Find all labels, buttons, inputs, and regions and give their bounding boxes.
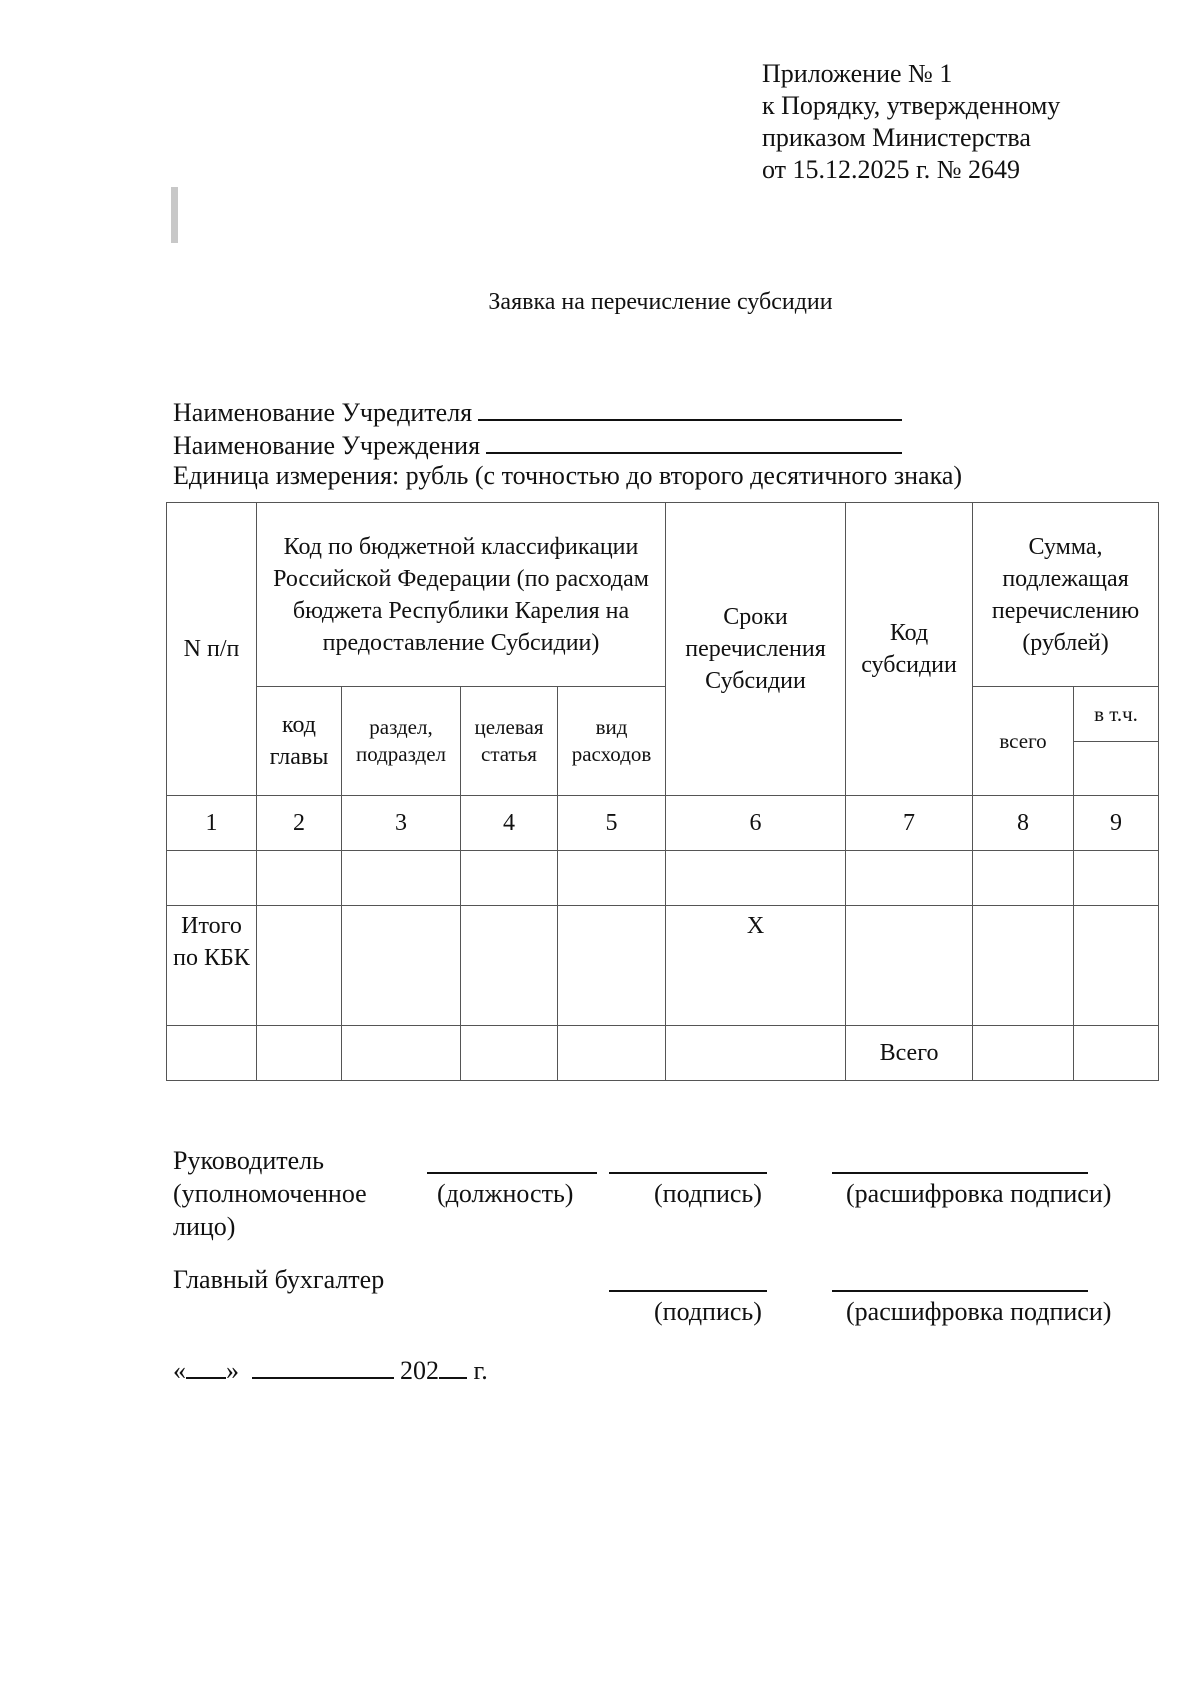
header-num: N п/п: [167, 503, 257, 796]
date-year-blank[interactable]: [439, 1353, 467, 1379]
kbk-total-cell[interactable]: [558, 906, 666, 1026]
kbk-total-cell[interactable]: [1074, 906, 1159, 1026]
header-target-item: целевая статья: [461, 687, 558, 796]
kbk-total-cell[interactable]: [461, 906, 558, 1026]
head-label-line-1: Руководитель: [173, 1146, 324, 1175]
grand-total-cell: [257, 1026, 342, 1081]
kbk-total-cell[interactable]: [846, 906, 973, 1026]
col-num-1: 1: [167, 796, 257, 851]
header-expense-type: вид расходов: [558, 687, 666, 796]
head-label-line-2: (уполномоченное: [173, 1179, 367, 1208]
accountant-signature-caption: (подпись): [654, 1297, 762, 1326]
data-cell[interactable]: [167, 851, 257, 906]
data-cell[interactable]: [973, 851, 1074, 906]
date-line: [173, 1353, 488, 1386]
including-blank-cell: [1074, 742, 1159, 796]
kbk-total-row: [167, 906, 1159, 1026]
header-total: всего: [973, 687, 1074, 796]
date-day-blank[interactable]: [186, 1353, 226, 1379]
header-amount: Сумма, подлежащая перечислению (рублей): [973, 503, 1159, 687]
head-decoding-line[interactable]: [832, 1172, 1088, 1174]
head-signature-caption: (подпись): [654, 1179, 762, 1208]
appendix-line-3: приказом Министерства: [762, 123, 1031, 152]
col-num-9: 9: [1074, 796, 1159, 851]
grand-total-cell: [666, 1026, 846, 1081]
grand-total-cell: [167, 1026, 257, 1081]
chief-accountant-label: Главный бухгалтер: [173, 1265, 385, 1294]
revision-marker: [171, 187, 178, 243]
founder-label: Наименование Учредителя: [173, 398, 473, 427]
data-cell[interactable]: [666, 851, 846, 906]
date-year-suffix: г.: [473, 1356, 488, 1385]
appendix-line-4: от 15.12.2025 г. № 2649: [762, 155, 1021, 184]
accountant-decoding-line[interactable]: [832, 1290, 1088, 1292]
grand-total-row: [167, 1026, 1159, 1081]
head-decoding-caption: (расшифровка подписи): [846, 1179, 1112, 1208]
grand-total-label: Всего: [846, 1026, 973, 1081]
institution-input-line[interactable]: [486, 428, 902, 454]
grand-total-cell: [342, 1026, 461, 1081]
col-num-7: 7: [846, 796, 973, 851]
column-number-row: [167, 796, 1159, 851]
date-year-prefix: 202: [400, 1356, 439, 1385]
data-cell[interactable]: [461, 851, 558, 906]
header-kbk: Код по бюджетной классификации Российской Федерации (по расходам бюджета Республики Карелия на предоставление Субсидии): [257, 503, 666, 687]
institution-field: [173, 428, 902, 461]
accountant-signature-line[interactable]: [609, 1290, 767, 1292]
header-including: в т.ч.: [1074, 687, 1159, 742]
grand-total-including[interactable]: [1074, 1026, 1159, 1081]
kbk-total-label: Итого по КБК: [167, 906, 257, 1026]
col-num-2: 2: [257, 796, 342, 851]
unit-of-measure: Единица измерения: рубль (с точностью до второго десятичного знака): [173, 461, 963, 490]
header-subsidy-code: Код субсидии: [846, 503, 973, 796]
grand-total-cell: [461, 1026, 558, 1081]
data-row: [167, 851, 1159, 906]
date-quote-close: »: [226, 1356, 239, 1385]
head-position-line[interactable]: [427, 1172, 597, 1174]
head-label-line-3: лицо): [173, 1212, 236, 1241]
document-title: Заявка на перечисление субсидии: [488, 289, 833, 315]
date-quote-open: «: [173, 1356, 186, 1385]
head-signature-line[interactable]: [609, 1172, 767, 1174]
founder-input-line[interactable]: [478, 395, 902, 421]
col-num-8: 8: [973, 796, 1074, 851]
kbk-total-terms-mark: X: [666, 906, 846, 1026]
kbk-total-cell[interactable]: [973, 906, 1074, 1026]
col-num-4: 4: [461, 796, 558, 851]
header-chapter-code: код главы: [257, 687, 342, 796]
appendix-block: [762, 58, 1060, 186]
header-section: раздел, подраздел: [342, 687, 461, 796]
head-position-caption: (должность): [437, 1179, 574, 1208]
date-month-blank[interactable]: [252, 1353, 394, 1379]
subsidy-table: [166, 502, 1159, 1081]
col-num-6: 6: [666, 796, 846, 851]
col-num-3: 3: [342, 796, 461, 851]
col-num-5: 5: [558, 796, 666, 851]
data-cell[interactable]: [257, 851, 342, 906]
data-cell[interactable]: [342, 851, 461, 906]
data-cell[interactable]: [1074, 851, 1159, 906]
kbk-total-cell[interactable]: [257, 906, 342, 1026]
kbk-total-cell[interactable]: [342, 906, 461, 1026]
founder-field: [173, 395, 902, 428]
institution-label: Наименование Учреждения: [173, 431, 481, 460]
appendix-line-1: Приложение № 1: [762, 59, 953, 88]
data-cell[interactable]: [846, 851, 973, 906]
accountant-decoding-caption: (расшифровка подписи): [846, 1297, 1112, 1326]
appendix-line-2: к Порядку, утвержденному: [762, 91, 1061, 120]
header-terms: Сроки перечисления Субсидии: [666, 503, 846, 796]
data-cell[interactable]: [558, 851, 666, 906]
grand-total-cell: [558, 1026, 666, 1081]
grand-total-value[interactable]: [973, 1026, 1074, 1081]
